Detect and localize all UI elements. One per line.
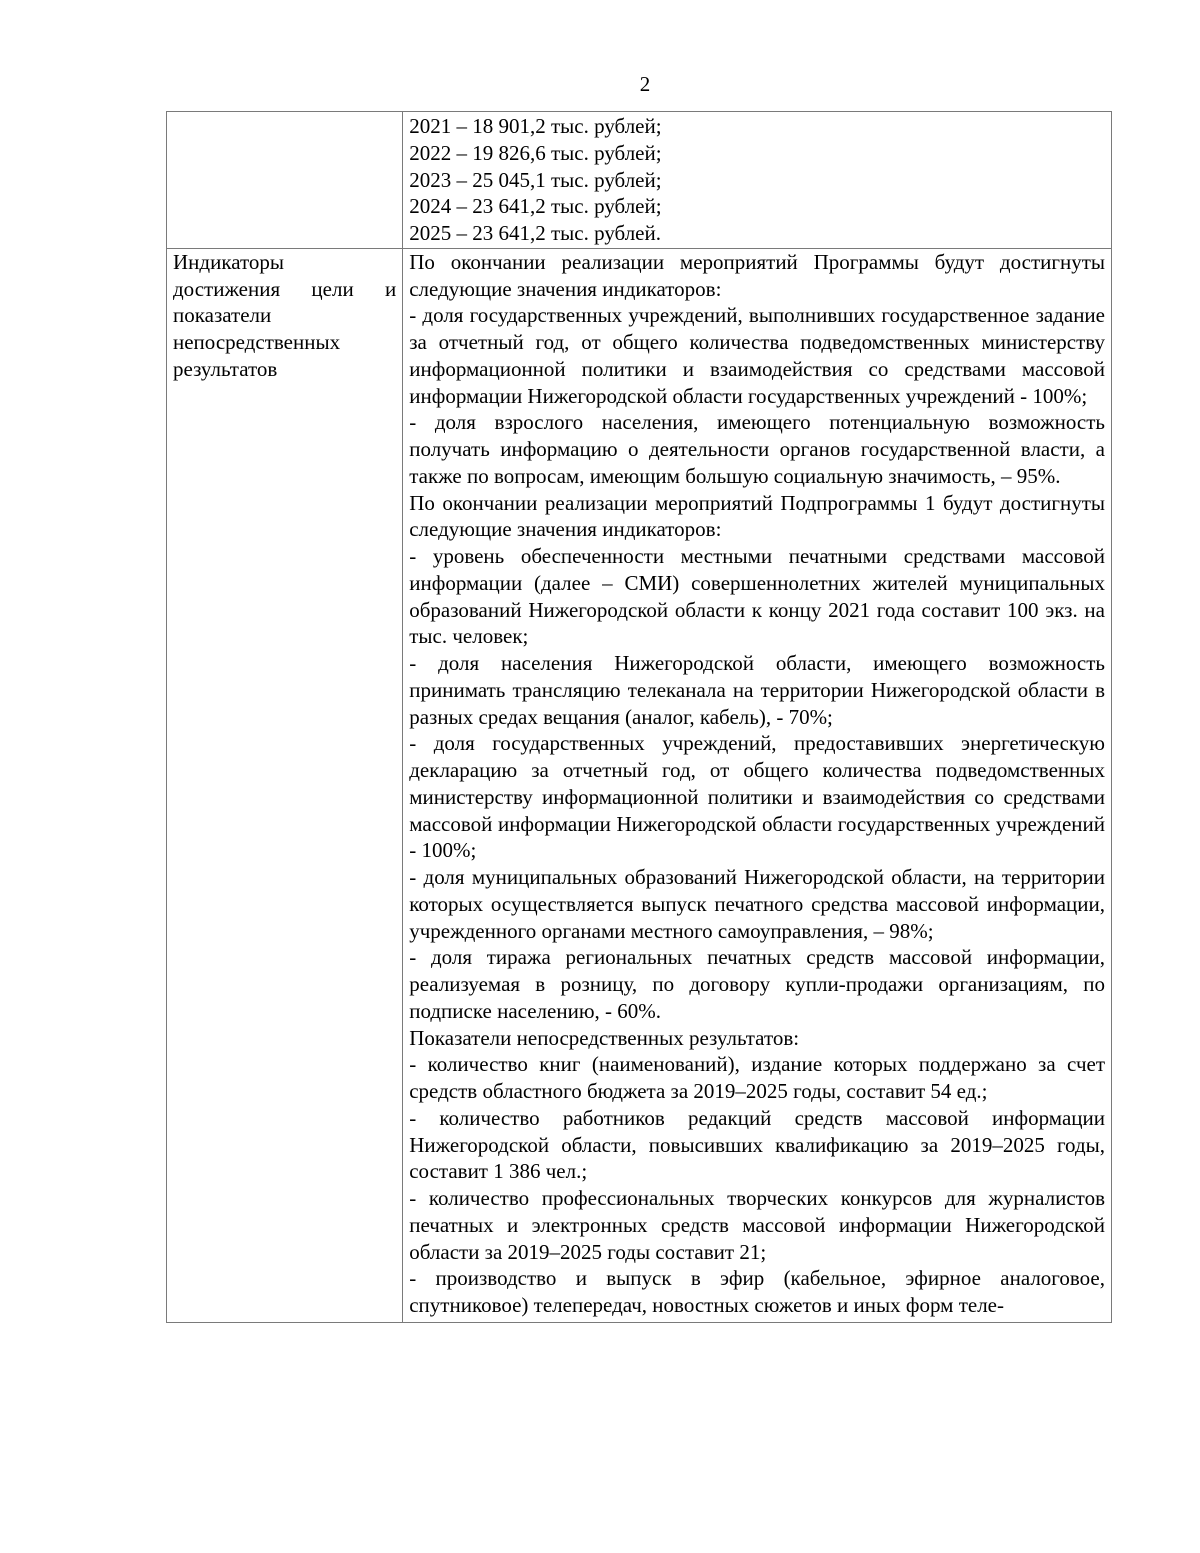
indicator-paragraph: - количество работников редакций средств массовой информации Нижегородской области, повысивших квалификацию за 2019–2025 годы, составит 1 386 чел.;	[409, 1105, 1105, 1184]
indicator-paragraph: - количество книг (наименований), издание которых поддержано за счет средств областного бюджета за 2019–2025 годы, составит 54 ед.;	[409, 1052, 1105, 1103]
indicator-paragraph: - доля государственных учреждений, выполнивших государственное задание за отчетный год, от общего количества подведомственных министерству информационной политики и взаимодействия со средствами массовой информации Нижегородской области государственных учреждений - 100%;	[409, 303, 1105, 408]
indicator-paragraph: - уровень обеспеченности местными печатными средствами массовой информации (далее – СМИ) совершеннолетних жителей муниципальных образований Нижегородской области к концу 2021 года составит 100 экз. на тыс. человек;	[409, 544, 1105, 649]
indicator-paragraph: - производство и выпуск в эфир (кабельное, эфирное аналоговое, спутниковое) телепередач, новостных сюжетов и иных форм теле-	[409, 1266, 1105, 1317]
finance-year-line: 2021 – 18 901,2 тыс. рублей;	[409, 114, 662, 138]
finance-label-cell	[167, 112, 403, 249]
indicator-paragraph: - доля населения Нижегородской области, имеющего возможность принимать трансляцию телеканала на территории Нижегородской области в разных средах вещания (аналог, кабель), - 70%;	[409, 651, 1105, 729]
indicator-paragraph: - доля государственных учреждений, предоставивших энергетическую декларацию за отчетный год, от общего количества подведомственных министерству информационной политики и взаимодействия со средствами массовой информации Нижегородской области государственных учреждений - 100%;	[409, 731, 1105, 863]
finance-year-line: 2022 – 19 826,6 тыс. рублей;	[409, 140, 662, 165]
indicator-paragraph: - доля тиража региональных печатных средств массовой информации, реализуемая в розницу, по договору купли-продажи организациям, по подписке населению, - 60%.	[409, 945, 1105, 1023]
indicators-value-cell	[403, 248, 1112, 1322]
indicators-label: Индикаторы достижения цели и показатели непосредственных результатов	[173, 249, 397, 381]
finance-year-line: 2023 – 25 045,1 тыс. рублей;	[409, 167, 662, 192]
indicator-paragraph: - количество профессиональных творческих конкурсов для журналистов печатных и электронных средств массовой информации Нижегородской области за 2019–2025 годы составит 21;	[409, 1186, 1105, 1264]
indicator-paragraph: Показатели непосредственных результатов:	[409, 1025, 800, 1050]
finance-value-cell	[403, 112, 1112, 249]
page-number: 2	[639, 72, 651, 96]
indicators-label-cell	[167, 248, 403, 1322]
finance-year-line: 2024 – 23 641,2 тыс. рублей;	[409, 194, 662, 219]
indicator-paragraph: По окончании реализации мероприятий Подпрограммы 1 будут достигнуты следующие значения индикаторов:	[409, 490, 1105, 542]
indicator-paragraph: - доля взрослого населения, имеющего потенциальную возможность получать информацию о деятельности органов государственной власти, а также по вопросам, имеющим большую социальную значимость, – 95%.	[409, 410, 1105, 488]
indicators-row	[167, 248, 1112, 1322]
indicator-paragraph: По окончании реализации мероприятий Программы будут достигнуты следующие значения индикаторов:	[409, 249, 1105, 301]
program-passport-table	[166, 111, 1112, 1323]
finance-row	[167, 112, 1112, 249]
indicator-paragraph: - доля муниципальных образований Нижегородской области, на территории которых осуществляется выпуск печатного средства массовой информации, учрежденного органами местного самоуправления, – 98%;	[409, 865, 1105, 943]
finance-year-line: 2025 – 23 641,2 тыс. рублей.	[409, 221, 661, 245]
